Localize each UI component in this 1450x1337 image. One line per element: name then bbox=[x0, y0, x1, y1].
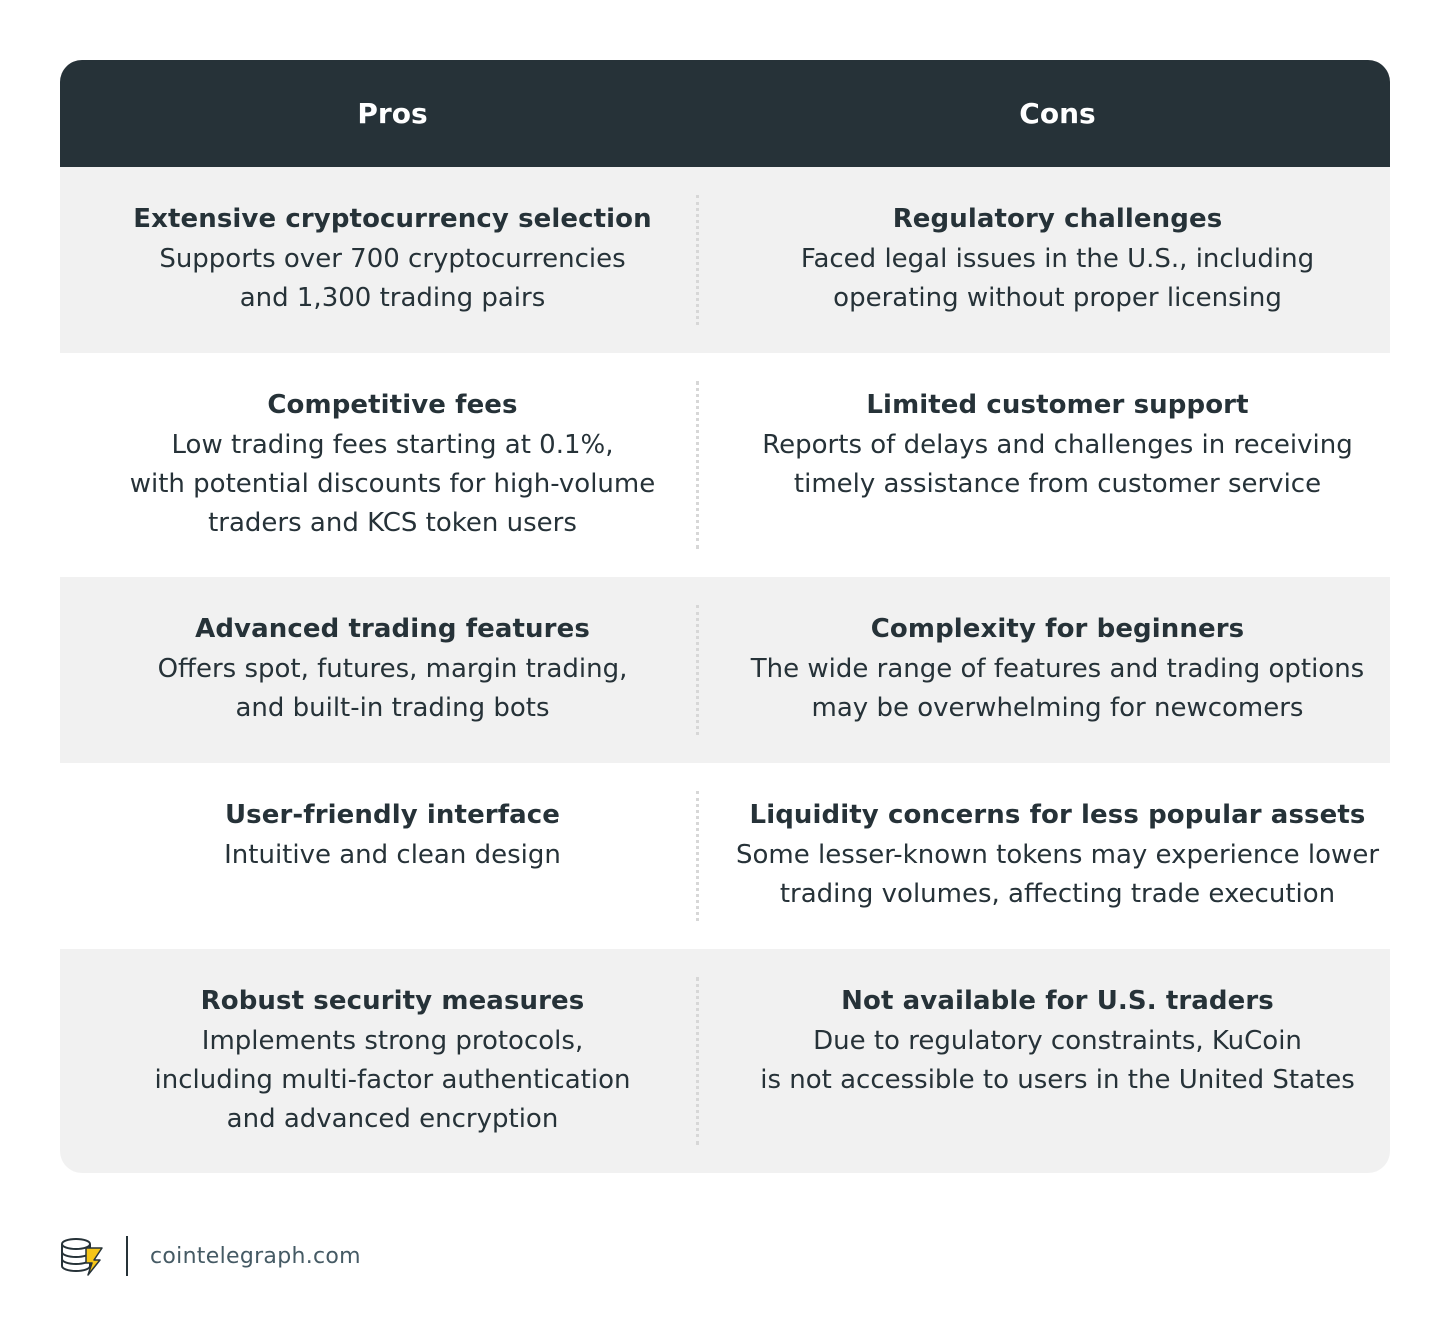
con-cell bbox=[725, 763, 1390, 949]
pro-description: Offers spot, futures, margin trading, and built-in trading bots bbox=[157, 654, 628, 723]
pro-title: User-friendly interface bbox=[224, 800, 561, 830]
site-name: cointelegraph.com bbox=[150, 1243, 361, 1269]
pro-cell bbox=[60, 949, 725, 1173]
con-cell bbox=[725, 949, 1390, 1173]
pro-description: Intuitive and clean design bbox=[224, 840, 561, 870]
cointelegraph-logo-icon bbox=[60, 1236, 104, 1276]
con-cell bbox=[725, 577, 1390, 763]
pro-title: Extensive cryptocurrency selection bbox=[133, 204, 652, 234]
pro-description: Implements strong protocols, including multi-factor authentication and advanced encryption bbox=[154, 1026, 631, 1134]
pro-description: Supports over 700 cryptocurrencies and 1,300 trading pairs bbox=[159, 244, 626, 313]
footer bbox=[60, 1236, 361, 1276]
pro-title: Advanced trading features bbox=[195, 614, 590, 644]
con-title: Complexity for beginners bbox=[870, 614, 1245, 644]
table-row bbox=[60, 353, 1390, 577]
con-description: Reports of delays and challenges in receiving timely assistance from customer service bbox=[762, 430, 1353, 499]
pro-cell bbox=[60, 577, 725, 763]
column-divider bbox=[696, 791, 699, 921]
table-row bbox=[60, 949, 1390, 1173]
con-description: Faced legal issues in the U.S., including operating without proper licensing bbox=[800, 244, 1315, 313]
column-divider bbox=[696, 977, 699, 1145]
table-row bbox=[60, 763, 1390, 949]
pros-heading: Pros bbox=[357, 97, 428, 130]
pros-cons-table bbox=[60, 60, 1390, 1173]
column-divider bbox=[696, 195, 699, 325]
footer-separator bbox=[126, 1236, 128, 1276]
pro-cell bbox=[60, 763, 725, 949]
con-cell bbox=[725, 353, 1390, 577]
con-title: Limited customer support bbox=[866, 390, 1249, 420]
con-description: Some lesser-known tokens may experience lower trading volumes, affecting trade execution bbox=[735, 840, 1380, 909]
pro-cell bbox=[60, 353, 725, 577]
con-description: Due to regulatory constraints, KuCoin is not accessible to users in the United States bbox=[760, 1026, 1355, 1095]
table-row bbox=[60, 167, 1390, 353]
cons-heading: Cons bbox=[1019, 97, 1096, 130]
con-description: The wide range of features and trading options may be overwhelming for newcomers bbox=[750, 654, 1365, 723]
table-row bbox=[60, 577, 1390, 763]
pro-cell bbox=[60, 167, 725, 353]
pro-title: Robust security measures bbox=[200, 986, 585, 1016]
con-title: Regulatory challenges bbox=[892, 204, 1223, 234]
pro-description: Low trading fees starting at 0.1%, with potential discounts for high-volume traders and KCS token users bbox=[129, 430, 656, 538]
con-title: Not available for U.S. traders bbox=[841, 986, 1274, 1016]
column-divider bbox=[696, 605, 699, 735]
con-cell bbox=[725, 167, 1390, 353]
table-header bbox=[60, 60, 1390, 167]
pro-title: Competitive fees bbox=[267, 390, 518, 420]
column-divider bbox=[696, 381, 699, 549]
con-title: Liquidity concerns for less popular assets bbox=[749, 800, 1366, 830]
